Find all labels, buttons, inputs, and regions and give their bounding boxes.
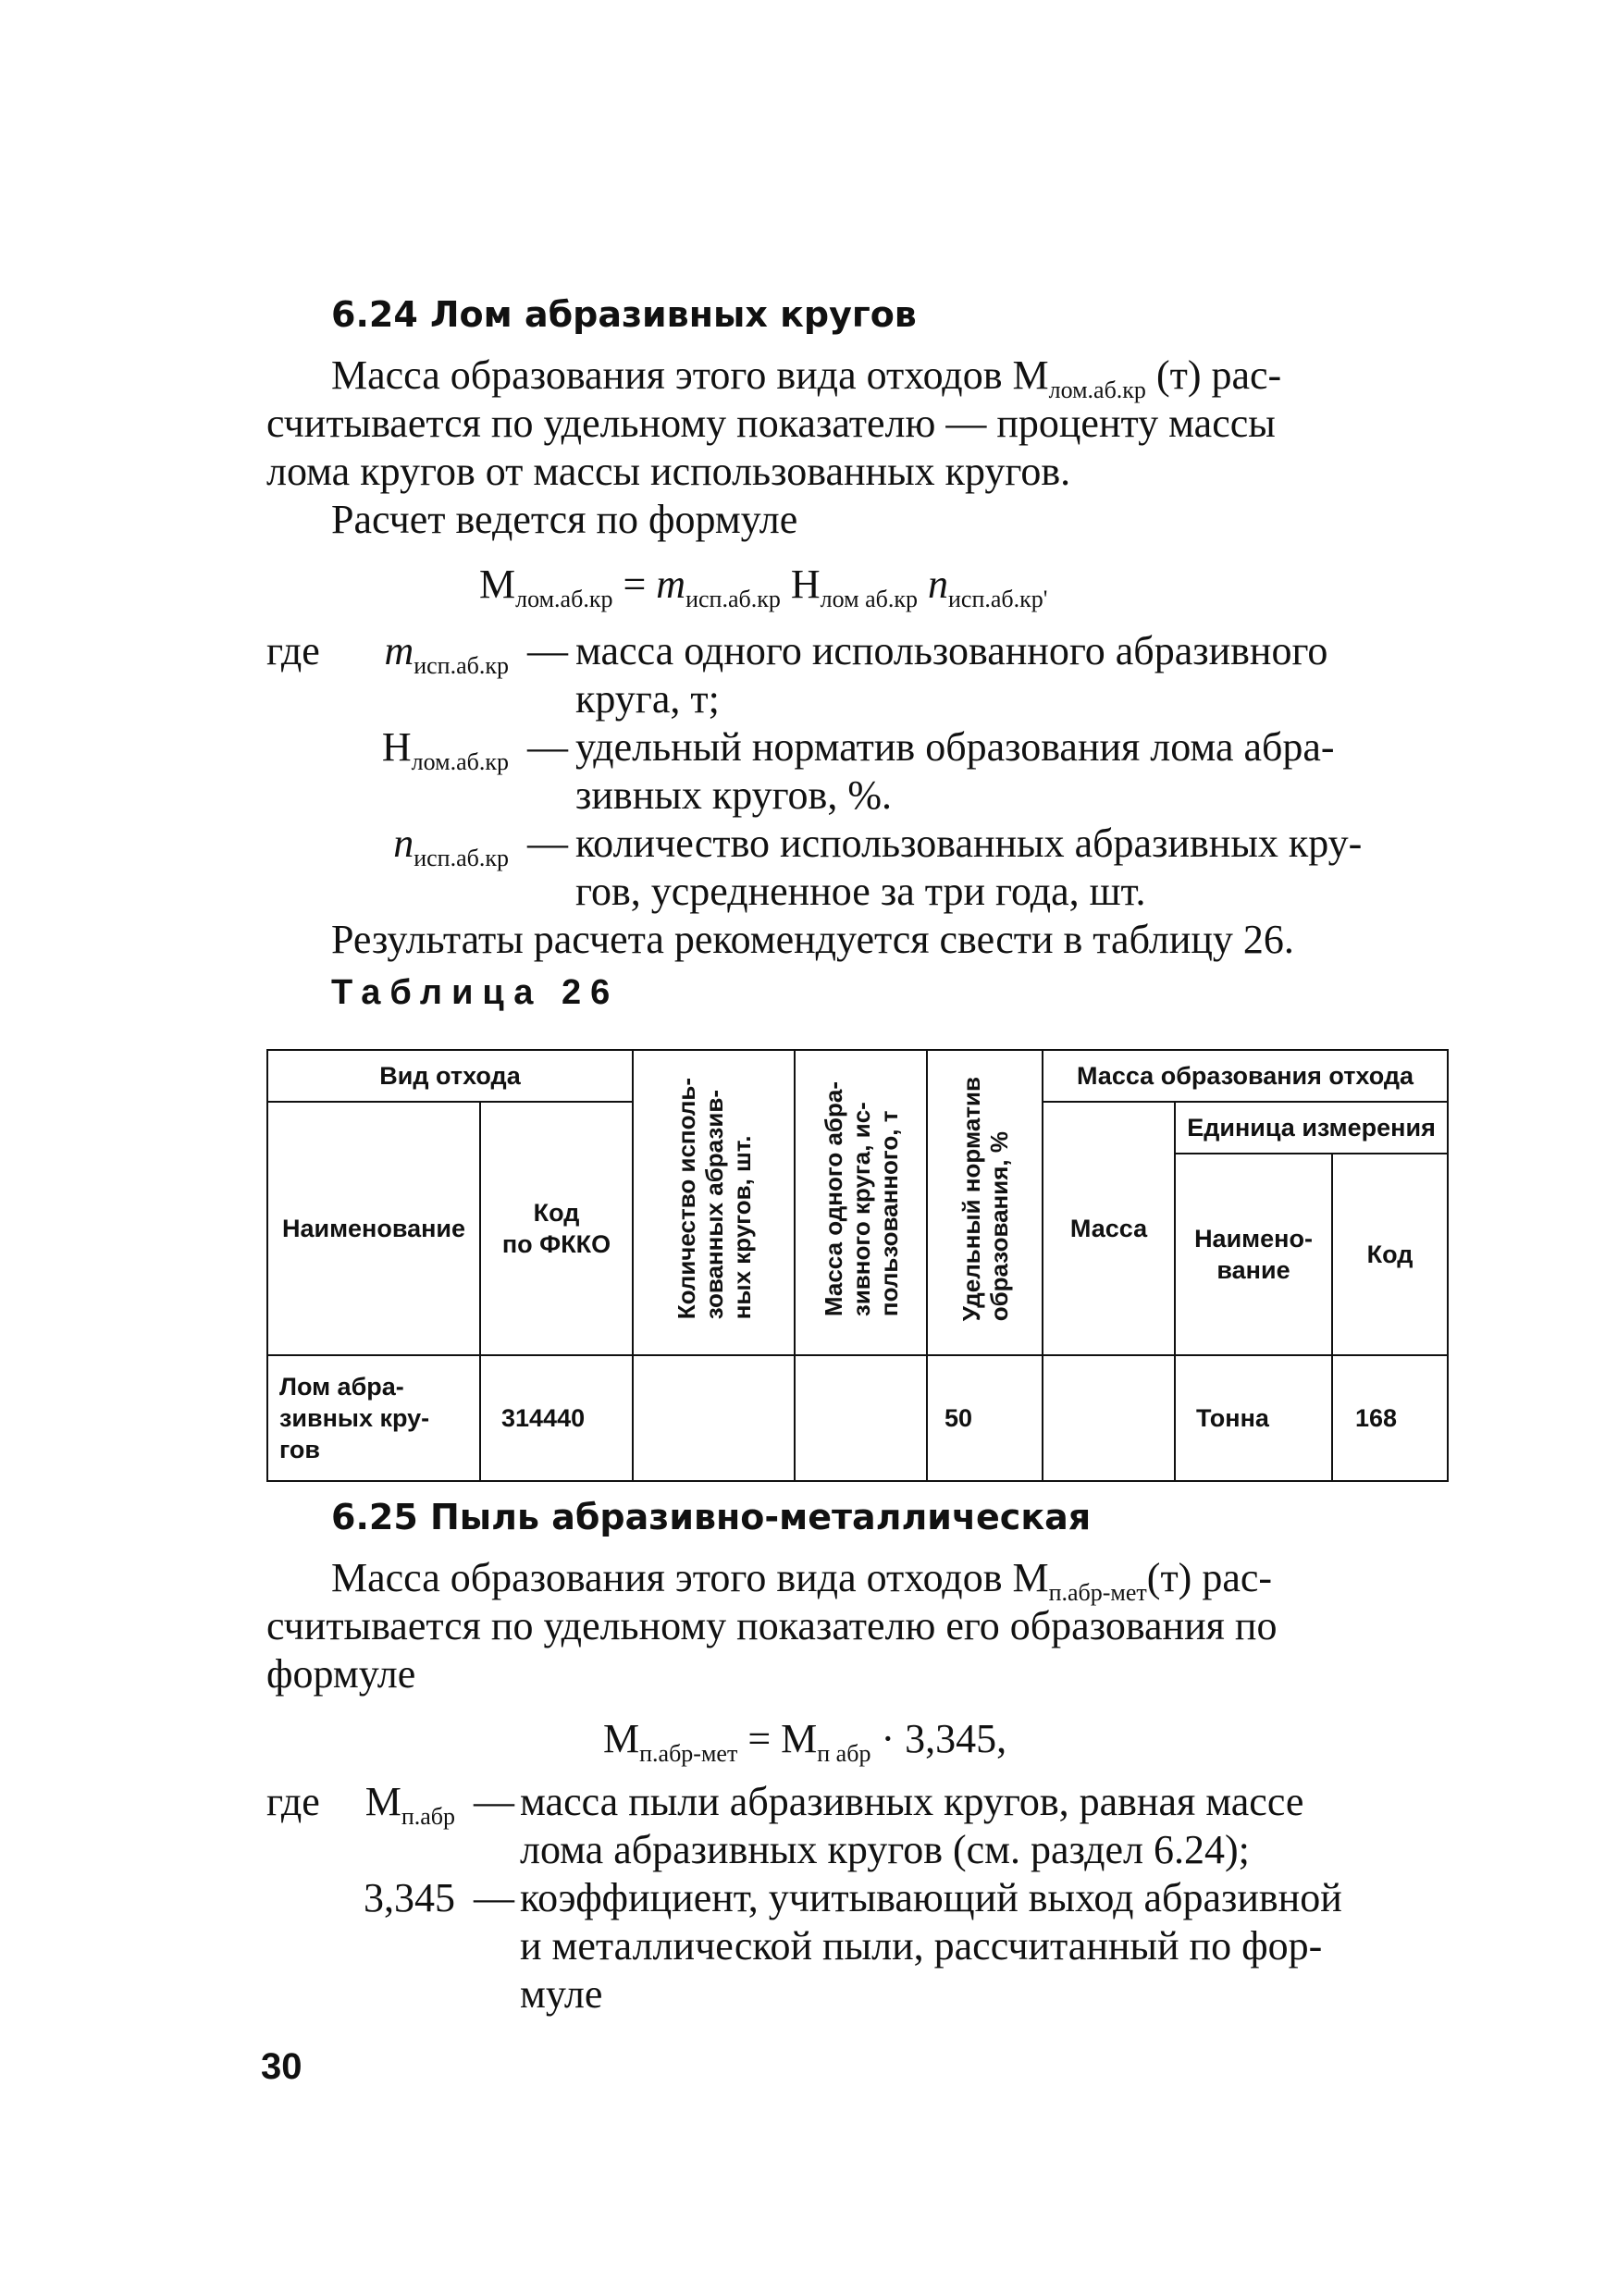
subscript: исп.аб.кр	[685, 586, 781, 612]
symbol: n	[393, 821, 414, 866]
table-26	[266, 1049, 1449, 1482]
paragraph-intro-24-line3: лома кругов от массы использованных кругов.	[266, 449, 1071, 494]
subscript: лом.аб.кр	[515, 586, 613, 612]
symbol: Н	[381, 724, 412, 770]
header-mass-group: Масса образования отхода	[1043, 1050, 1448, 1102]
result-sentence: Результаты расчета рекомендуется свести в таблицу 26.	[331, 917, 1294, 962]
symbol: 3,345	[364, 1875, 455, 1920]
formula-24	[479, 561, 1048, 612]
definition-symbol	[315, 820, 509, 871]
definition-dash: —	[474, 1875, 514, 1920]
formula-symbol: М	[479, 562, 516, 607]
formula-tail: · 3,345,	[870, 1716, 1007, 1761]
header-norm-text: Удельный норматив образования, %	[957, 1076, 1013, 1322]
subscript: лом.аб.кр	[1048, 376, 1146, 403]
definition-symbol	[333, 1778, 455, 1830]
paragraph-intro-25-line1	[331, 1554, 1273, 1606]
header-code: Код по ФККО	[480, 1102, 633, 1355]
subscript: п.абр-мет	[639, 1740, 738, 1767]
header-mass-one-text: Масса одного абра- зивного круга, ис- пользованного, т	[819, 1080, 903, 1317]
definition-dash: —	[527, 628, 568, 673]
header-unit-name: Наимено- вание	[1175, 1154, 1332, 1355]
header-unit: Единица измерения	[1175, 1102, 1448, 1154]
subscript: п.абр-мет	[1048, 1579, 1147, 1606]
paragraph-intro-25-line2: считывается по удельному показателю его образования по	[266, 1603, 1278, 1648]
formula-symbol: Н	[780, 562, 821, 607]
definition-dash: —	[474, 1779, 514, 1824]
definition-text-line2: гов, усредненное за три года, шт.	[575, 869, 1146, 914]
paragraph-intro-24-line2: считывается по удельному показателю — проценту массы	[266, 401, 1276, 446]
symbol: m	[384, 628, 414, 673]
header-norm	[927, 1050, 1043, 1355]
formula-equals: =	[612, 562, 657, 607]
definition-symbol	[333, 1874, 455, 1922]
cell-unit-name: Тонна	[1175, 1355, 1332, 1481]
definition-text-line2: и металлической пыли, рассчитанный по фор-	[520, 1923, 1323, 1969]
cell-count	[633, 1355, 795, 1481]
header-count	[633, 1050, 795, 1355]
formula-equals: = М	[737, 1716, 818, 1761]
definition-text-line2: круга, т;	[575, 676, 720, 722]
page-number: 30	[261, 2046, 302, 2087]
cell-code: 314440	[480, 1355, 633, 1481]
where-label-25: где	[266, 1779, 320, 1824]
header-mass-one	[795, 1050, 927, 1355]
paragraph-intro-25-line3: формуле	[266, 1651, 416, 1697]
definition-dash: —	[527, 821, 568, 866]
header-waste-kind: Вид отхода	[267, 1050, 633, 1102]
paragraph-formula-intro-24: Расчет ведется по формуле	[331, 497, 798, 542]
subscript: лом аб.кр	[820, 586, 918, 612]
header-count-text: Количество исполь- зованных абразив- ных кругов, шт.	[672, 1078, 756, 1320]
cell-unit-code: 168	[1332, 1355, 1448, 1481]
formula-symbol: n	[917, 562, 948, 607]
subscript: исп.аб.кр	[414, 845, 509, 871]
definition-text-line1: количество использованных абразивных кру-	[575, 821, 1363, 866]
formula-symbol: М	[603, 1716, 640, 1761]
subscript: лом.аб.кр	[411, 748, 509, 775]
definition-text-line1: удельный норматив образования лома абра-	[575, 724, 1335, 770]
definition-text-line2: лома абразивных кругов (см. раздел 6.24);	[520, 1827, 1250, 1872]
definition-text-line2: зивных кругов, %.	[575, 772, 892, 818]
cell-name: Лом абра- зивных кру- гов	[267, 1355, 480, 1481]
header-unit-code: Код	[1332, 1154, 1448, 1355]
text-fragment: Масса образования этого вида отходов М	[331, 1555, 1049, 1600]
subscript: п абр	[817, 1740, 871, 1767]
definition-symbol	[315, 627, 509, 679]
table-caption: Таблица 26	[331, 973, 620, 1012]
subscript: исп.аб.кр'	[947, 586, 1048, 612]
header-mass: Масса	[1043, 1102, 1175, 1355]
where-label-24: где	[266, 628, 320, 673]
subscript: исп.аб.кр	[414, 652, 509, 679]
section-heading-6-25: 6.25 Пыль абразивно-металлическая	[331, 1497, 1092, 1537]
definition-text-line1: масса пыли абразивных кругов, равная массе	[520, 1779, 1304, 1824]
text-fragment: Масса образования этого вида отходов М	[331, 352, 1049, 398]
section-heading-6-24: 6.24 Лом абразивных кругов	[331, 294, 917, 335]
cell-mass-one	[795, 1355, 927, 1481]
formula-25	[603, 1715, 1007, 1767]
definition-text-line1: масса одного использованного абразивного	[575, 628, 1328, 673]
paragraph-intro-24-line1	[331, 352, 1282, 403]
definition-text-line3: муле	[520, 1971, 603, 2017]
symbol: М	[364, 1779, 401, 1824]
definition-symbol	[315, 723, 509, 775]
subscript: п.абр	[401, 1803, 455, 1830]
text-fragment: (т) рас-	[1145, 352, 1282, 398]
text-fragment: (т) рас-	[1146, 1555, 1273, 1600]
cell-mass	[1043, 1355, 1175, 1481]
cell-norm: 50	[927, 1355, 1043, 1481]
formula-symbol: m	[656, 562, 686, 607]
definition-dash: —	[527, 724, 568, 770]
definition-text-line1: коэффициент, учитывающий выход абразивной	[520, 1875, 1342, 1920]
header-name: Наименование	[267, 1102, 480, 1355]
table-row	[267, 1355, 1448, 1481]
